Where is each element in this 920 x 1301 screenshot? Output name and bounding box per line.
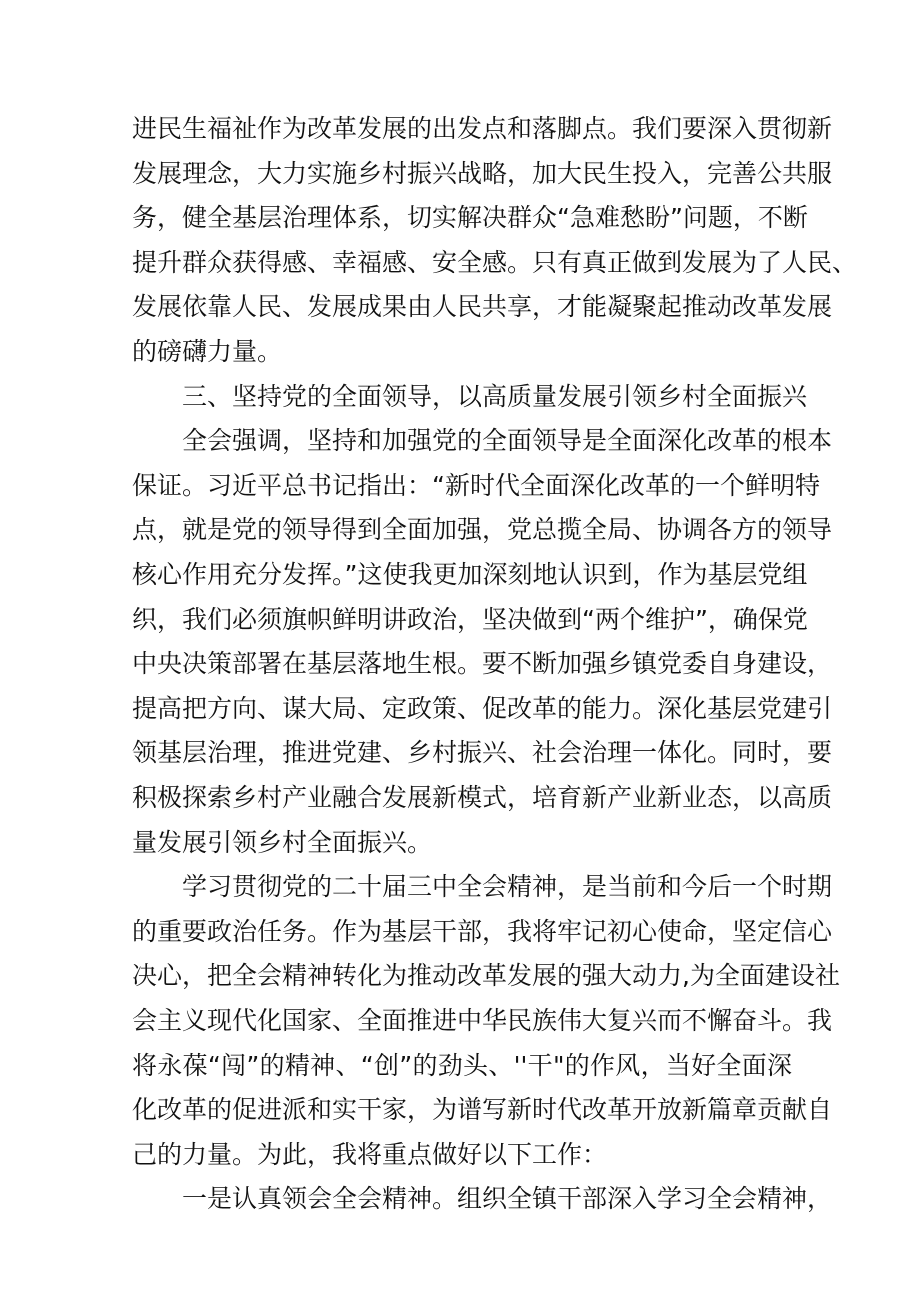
text-line: 化改革的促进派和实干家，为谱写新时代改革开放新篇章贡献自	[132, 1095, 833, 1125]
text-line: 发展理念，大力实施乡村振兴战略，加大民生投入，完善公共服	[132, 158, 833, 188]
text-line: 织，我们必须旗帜鲜明讲政治，坚决做到“两个维护”，确保党	[132, 604, 808, 634]
text-line: 发展依靠人民、发展成果由人民共享，才能凝聚起推动改革发展	[132, 292, 833, 322]
text-line: 量发展引领乡村全面振兴。	[132, 827, 433, 857]
text-line: 务，健全基层治理体系，切实解决群众“急难愁盼”问题，不断	[132, 203, 808, 233]
text-line: 点，就是党的领导得到全面加强，党总揽全局、协调各方的领导	[132, 515, 833, 545]
text-line: 领基层治理，推进党建、乡村振兴、社会治理一体化。同时，要	[132, 738, 833, 768]
paragraph-first-line: 学习贯彻党的二十届三中全会精神，是当前和今后一个时期	[182, 872, 833, 902]
text-line: 决心，把全会精神转化为推动改革发展的强大动力,为全面建设社	[132, 961, 840, 991]
paragraph-first-line: 一是认真领会全会精神。组织全镇干部深入学习全会精神，	[182, 1184, 833, 1214]
text-line: 进民生福祉作为改革发展的出发点和落脚点。我们要深入贯彻新	[132, 114, 833, 143]
paragraph-first-line: 三、坚持党的全面领导，以高质量发展引领乡村全面振兴	[182, 381, 808, 411]
text-line: 将永葆“闯”的精神、“创”的劲头、''干"的作风，当好全面深	[132, 1050, 792, 1080]
text-line: 核心作用充分发挥。”这使我更加深刻地认识到，作为基层党组	[132, 560, 808, 589]
text-line: 提升群众获得感、幸福感、安全感。只有真正做到发展为了人民、	[132, 247, 858, 277]
paragraph-first-line: 全会强调，坚持和加强党的全面领导是全面深化改革的根本	[182, 426, 833, 456]
text-line: 保证。习近平总书记指出：“新时代全面深化改革的一个鲜明特	[132, 470, 820, 500]
text-line: 的重要政治任务。作为基层干部，我将牢记初心使命，坚定信心	[132, 916, 833, 946]
text-line: 中央决策部署在基层落地生根。要不断加强乡镇党委自身建设，	[132, 649, 833, 679]
text-line: 己的力量。为此，我将重点做好以下工作：	[132, 1139, 608, 1169]
text-line: 会主义现代化国家、全面推进中华民族伟大复兴而不懈奋斗。我	[132, 1006, 833, 1035]
text-line: 提高把方向、谋大局、定政策、促改革的能力。深化基层党建引	[132, 693, 833, 723]
text-line: 积极探索乡村产业融合发展新模式，培育新产业新业态，以高质	[132, 783, 833, 812]
text-line: 的磅礴力量。	[132, 337, 283, 366]
